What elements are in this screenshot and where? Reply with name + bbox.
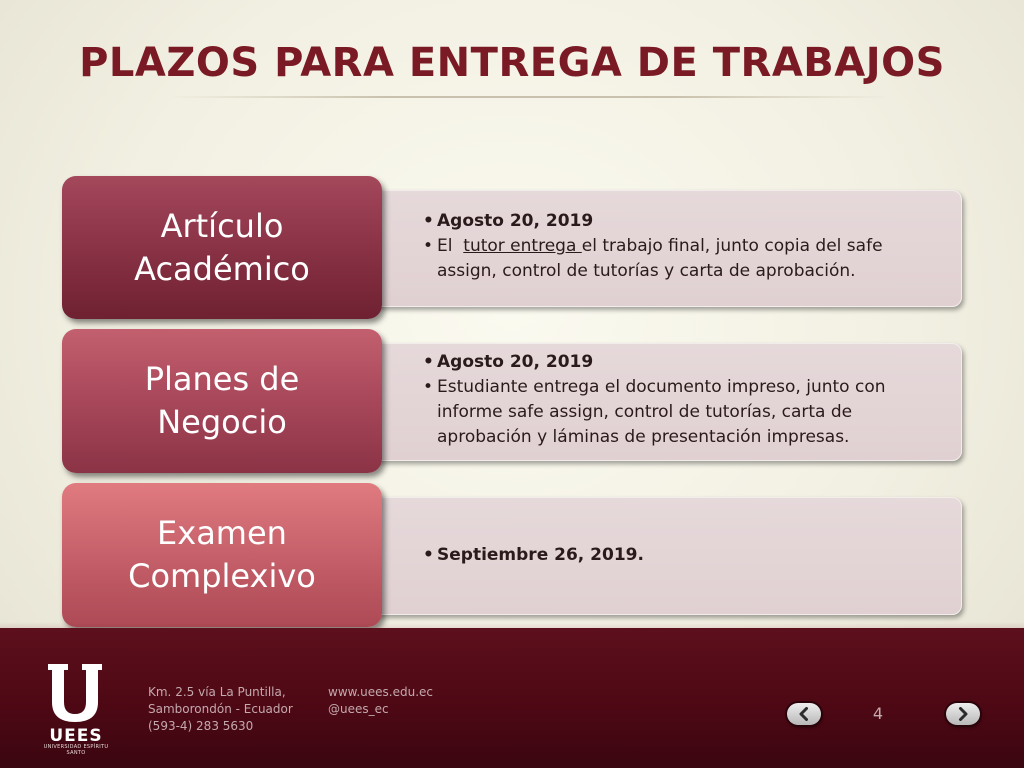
logo-text: UEES: [49, 726, 103, 746]
label-text: [134, 205, 310, 291]
previous-slide-button[interactable]: [787, 703, 821, 725]
detail-bullets: [423, 209, 943, 284]
bullet-description: [423, 234, 943, 284]
bullet-date: • Septiembre 26, 2019.: [423, 543, 943, 568]
bullet-date: • Agosto 20, 2019: [423, 209, 943, 234]
logo-subtext: UNIVERSIDAD ESPÍRITU SANTO: [43, 744, 109, 756]
phone-number: (593-4) 283 5630: [148, 719, 254, 733]
detail-bullets: [423, 543, 943, 568]
address-line: Km. 2.5 vía La Puntilla,: [148, 685, 286, 699]
u-letter-icon: [44, 662, 106, 724]
chevron-left-icon: [797, 707, 811, 721]
label-box: [62, 329, 382, 473]
page-number: 4: [872, 704, 884, 723]
label-line: Artículo: [160, 206, 284, 245]
underlined-text: tutor entrega: [463, 236, 582, 256]
detail-bullets: [423, 350, 943, 450]
bullet-description: • Estudiante entrega el documento impreso, junto con informe safe assign, control de tutorías, carta de aprobación y láminas de presentación impresas.: [423, 375, 943, 450]
label-box: [62, 483, 382, 627]
address-line: Samborondón - Ecuador: [148, 702, 293, 716]
bullet-date: • Agosto 20, 2019: [423, 350, 943, 375]
next-slide-button[interactable]: [946, 703, 980, 725]
footer-contact: [328, 684, 433, 718]
title-divider: [170, 96, 890, 98]
slide-title: PLAZOS PARA ENTREGA DE TRABAJOS: [79, 40, 945, 86]
label-text: [128, 512, 316, 598]
label-line: Negocio: [157, 403, 287, 441]
uees-logo: [40, 662, 112, 756]
description-text: el trabajo final, junto copia del safe assign, control de tutorías y carta de aprobación.: [437, 236, 883, 281]
label-box: [62, 176, 382, 319]
label-text: [145, 358, 300, 444]
label-line: Complexivo: [128, 557, 316, 595]
detail-box: [320, 190, 962, 307]
website-link[interactable]: www.uees.edu.ec: [328, 685, 433, 699]
chevron-right-icon: [956, 707, 970, 721]
label-line: Planes de: [144, 360, 300, 398]
footer-address: [148, 684, 293, 735]
label-line: Académico: [134, 249, 310, 288]
detail-box: [320, 497, 962, 615]
label-line: Examen: [157, 514, 287, 552]
description-text: El: [437, 236, 464, 256]
social-handle[interactable]: @uees_ec: [328, 702, 389, 716]
detail-box: [320, 343, 962, 461]
